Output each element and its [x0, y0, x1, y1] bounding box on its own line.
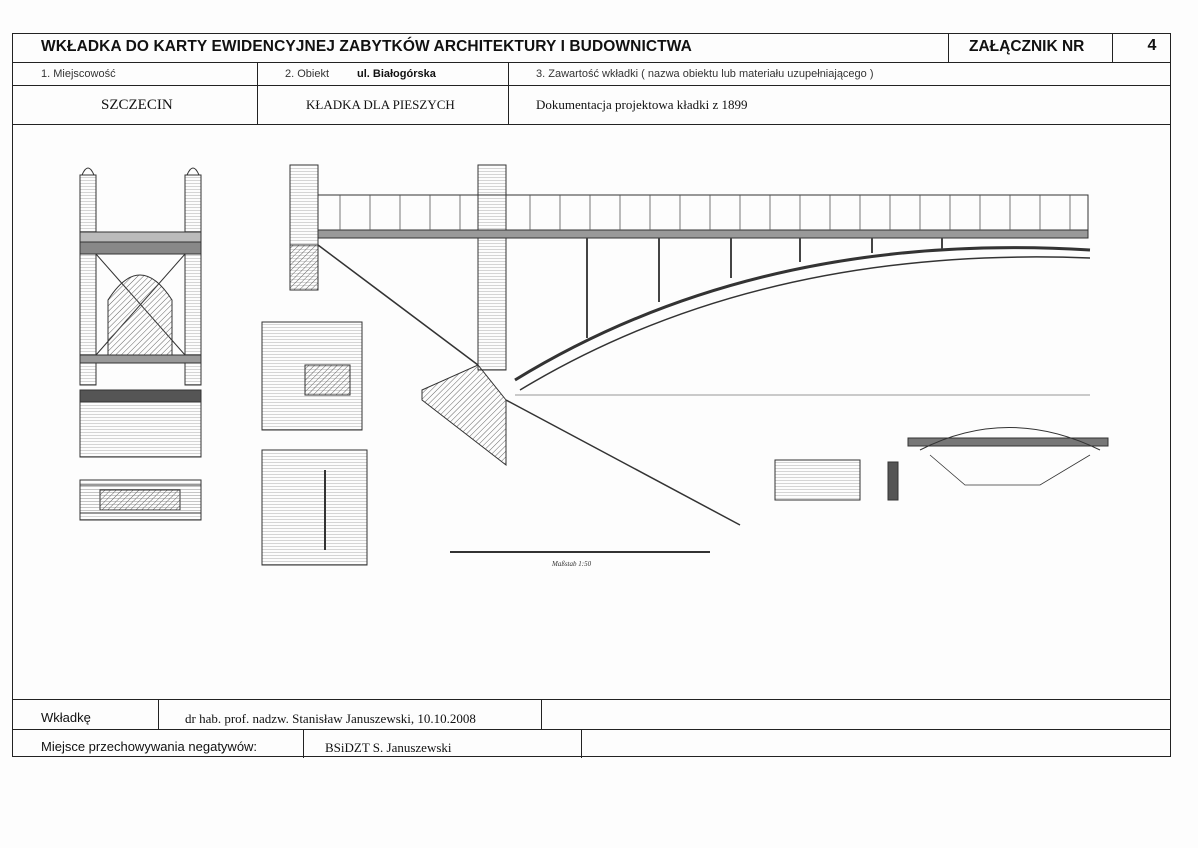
- divider: [1112, 34, 1113, 62]
- insert-label: Wkładkę: [41, 710, 91, 725]
- divider: [13, 62, 1170, 63]
- negatives-value: BSiDZT S. Januszewski: [325, 740, 452, 755]
- divider: [948, 34, 949, 62]
- bridge-technical-drawing: [60, 150, 1130, 590]
- annex-number: 4: [1147, 37, 1157, 54]
- annex-label: ZAŁĄCZNIK NR: [969, 38, 1085, 55]
- divider: [581, 729, 582, 758]
- divider: [13, 85, 1170, 86]
- insert-value: dr hab. prof. nadzw. Stanisław Januszewski, 10.10.2008: [185, 711, 476, 726]
- contents-value: Dokumentacja projektowa kładki z 1899: [536, 97, 748, 112]
- bridge-side-elevation: [290, 165, 1090, 525]
- divider: [13, 124, 1170, 125]
- divider: [158, 699, 159, 729]
- contents-label: 3. Zawartość wkładki ( nazwa obiektu lub materiału uzupełniającego ): [536, 68, 874, 80]
- divider: [508, 62, 509, 124]
- divider: [541, 699, 542, 729]
- divider: [303, 729, 304, 758]
- object-label: 2. Obiekt: [285, 68, 330, 80]
- divider: [13, 729, 1170, 730]
- divider: [257, 62, 258, 124]
- overview-drawings: [775, 428, 1108, 501]
- locality-value: SZCZECIN: [101, 97, 173, 113]
- end-elevation-view: [80, 168, 201, 520]
- divider: [13, 699, 1170, 700]
- negatives-label: Miejsce przechowywania negatywów:: [41, 739, 258, 754]
- object-value: KŁADKA DLA PIESZYCH: [306, 97, 455, 112]
- locality-label: 1. Miejscowość: [41, 68, 116, 80]
- object-address: ul. Białogórska: [357, 68, 436, 80]
- card-title: WKŁADKA DO KARTY EWIDENCYJNEJ ZABYTKÓW ARCHITEKTURY I BUDOWNICTWA: [41, 38, 692, 55]
- scale-caption: Maßstab 1:50: [552, 560, 592, 568]
- scale-bar: [450, 552, 710, 568]
